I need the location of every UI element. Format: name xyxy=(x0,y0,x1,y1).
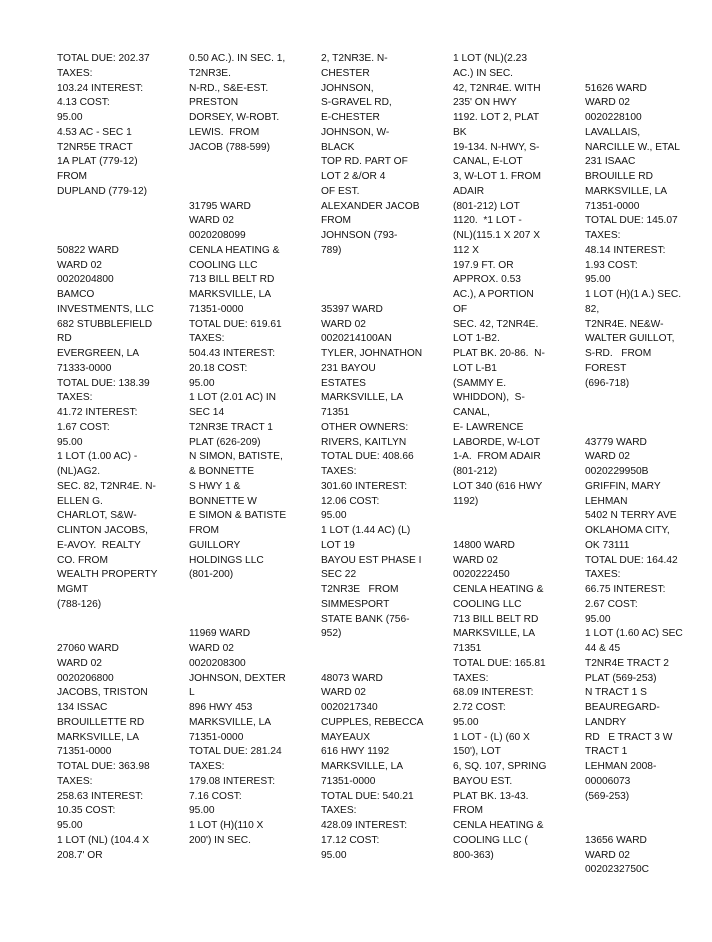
listing-line: 13656 WARD xyxy=(585,834,647,846)
listing-line: TAXES: xyxy=(585,230,621,241)
listing-line: 0020232750C xyxy=(585,864,650,876)
listing-line: 71333-0000 xyxy=(57,362,112,374)
listing-line: 0020204800 xyxy=(57,274,114,286)
listing-line: 1192) xyxy=(453,495,479,507)
listing-line: 19-134. N-HWY, S- xyxy=(453,141,540,153)
listing-column-5 xyxy=(585,52,709,878)
listing-line xyxy=(57,229,181,244)
listing-line: EVERGREEN, LA xyxy=(57,348,140,359)
listing-line: SEC. 82, T2NR4E. N- xyxy=(57,480,156,492)
listing-line: MGMT xyxy=(57,584,89,595)
listing-line: 2.67 COST: xyxy=(585,598,638,610)
listing-line: CANAL, E-LOT xyxy=(453,156,523,168)
listing-line: BAMCO xyxy=(57,289,95,300)
listing-line: WALTER GUILLOT, xyxy=(585,333,675,345)
listing-line: T2NR4E TRACT 2 xyxy=(585,657,669,669)
listing-line: 504.43 INTEREST: xyxy=(189,348,276,359)
listing-line: CENLA HEATING & xyxy=(453,820,544,831)
listing-line: 95.00 xyxy=(189,377,215,389)
listing-line: 1120. *1 LOT - xyxy=(453,215,522,227)
listing-line: TAXES: xyxy=(189,761,225,772)
listing-line: MARKSVILLE, LA xyxy=(585,185,668,197)
listing-line: BAYOU EST. xyxy=(453,775,513,787)
listing-line: 428.09 INTEREST: xyxy=(321,820,408,831)
listing-line: 0020229950B xyxy=(585,466,649,477)
listing-line: CO. FROM xyxy=(57,554,108,566)
listing-line: S-GRAVEL RD, xyxy=(321,97,392,109)
listing-line: BLACK xyxy=(321,141,355,153)
listing-line: TAXES: xyxy=(57,775,93,787)
listing-line: S HWY 1 & xyxy=(189,480,241,492)
listing-line: GUILLORY xyxy=(189,539,241,551)
listing-line: 0.50 AC.). IN SEC. 1, xyxy=(189,53,286,64)
listing-line: MARKSVILLE, LA xyxy=(321,761,404,772)
listing-line: 95.00 xyxy=(321,510,347,522)
listing-line: 150'), LOT xyxy=(453,746,501,758)
listing-line: 616 HWY 1192 xyxy=(321,746,390,758)
listing-line: DUPLAND (779-12) xyxy=(57,185,148,197)
listing-line: 0020206800 xyxy=(57,672,114,684)
listing-line: FROM xyxy=(453,805,483,817)
listing-line: 71351 xyxy=(321,407,350,418)
listing-line: 2, T2NR3E. N- xyxy=(321,53,388,64)
listing-line: LABORDE, W-LOT xyxy=(453,436,540,448)
listing-line: MAYEAUX xyxy=(321,731,371,743)
listing-line: (801-200) xyxy=(189,569,234,581)
listing-line: 17.12 COST: xyxy=(321,834,380,846)
listing-line: WARD 02 xyxy=(453,554,498,566)
listing-line: 95.00 xyxy=(585,274,611,286)
listing-line xyxy=(321,642,445,657)
listing-line: 713 BILL BELT RD xyxy=(189,274,275,286)
listing-line: 43779 WARD xyxy=(585,436,647,448)
listing-line: SEC 22 xyxy=(321,569,357,581)
listing-line xyxy=(57,214,181,229)
listing-line: N-RD., S&E-EST. xyxy=(189,82,269,94)
listing-line: ESTATES xyxy=(321,377,366,389)
listing-line: CHESTER xyxy=(321,67,370,79)
listing-line: 68.09 INTEREST: xyxy=(453,687,534,699)
listing-line: TAXES: xyxy=(585,569,621,581)
listing-line: E-AVOY. REALTY xyxy=(57,539,141,551)
listing-line xyxy=(57,200,181,215)
listing-line: MARKSVILLE, LA xyxy=(57,731,140,743)
listing-line: DORSEY, W-ROBT. xyxy=(189,112,280,123)
listing-line: E-CHESTER xyxy=(321,112,380,123)
listing-line: 95.00 xyxy=(57,436,83,448)
listing-line: LOT 19 xyxy=(321,539,355,551)
listing-line: BROUILLE RD xyxy=(585,171,653,182)
listing-line: WARD 02 xyxy=(585,849,630,861)
listing-line xyxy=(189,613,313,628)
listing-line xyxy=(321,288,445,303)
listing-line: TOTAL DUE: 281.24 xyxy=(189,746,282,758)
listing-line: TOTAL DUE: 363.98 xyxy=(57,761,150,772)
listing-line: (NL)(115.1 X 207 X xyxy=(453,230,541,241)
listing-line: 71351-0000 xyxy=(189,303,244,315)
listing-line: ELLEN G. xyxy=(57,495,103,507)
listing-line: 301.60 INTEREST: xyxy=(321,480,408,492)
listing-line xyxy=(189,583,313,598)
listing-line: APPROX. 0.53 xyxy=(453,274,521,286)
listing-column-2 xyxy=(189,52,313,849)
listing-line xyxy=(189,170,313,185)
listing-line xyxy=(189,598,313,613)
listing-line: MARKSVILLE, LA xyxy=(321,392,404,404)
listing-line: 95.00 xyxy=(57,820,83,831)
listing-line: 1 LOT (1.60 AC) SEC xyxy=(585,628,683,640)
listing-line: 71351-0000 xyxy=(321,775,376,787)
listing-line: LEWIS. FROM xyxy=(189,126,260,138)
listing-line: WARD 02 xyxy=(585,451,630,463)
listing-line: E SIMON & BATISTE xyxy=(189,510,287,522)
listing-line: PRESTON xyxy=(189,97,239,109)
listing-line: OTHER OWNERS: xyxy=(321,421,409,433)
listing-line: 95.00 xyxy=(585,613,611,625)
listing-line: 48.14 INTEREST: xyxy=(585,244,666,256)
listing-line: BONNETTE W xyxy=(189,495,257,507)
listing-line: TYLER, JOHNATHON xyxy=(321,348,423,359)
listing-line: 42, T2NR4E. WITH xyxy=(453,82,541,94)
listing-line: 31795 WARD xyxy=(189,200,251,212)
listing-line: 231 ISAAC xyxy=(585,156,636,168)
listing-line: 231 BAYOU xyxy=(321,362,376,374)
listing-line: 789) xyxy=(321,244,342,256)
listing-line: PLAT (626-209) xyxy=(189,436,261,448)
listing-line: BROUILLETTE RD xyxy=(57,716,145,728)
listing-line xyxy=(189,185,313,200)
listing-line: 00006073 xyxy=(585,775,631,787)
listing-column-3 xyxy=(321,52,445,863)
listing-line: HOLDINGS LLC xyxy=(189,554,264,566)
listing-column-1 xyxy=(57,52,181,863)
listing-column-4 xyxy=(453,52,577,863)
listing-line: (NL)AG2. xyxy=(57,466,101,477)
listing-line: 82, xyxy=(585,303,600,315)
listing-line: & BONNETTE xyxy=(189,466,255,477)
listing-line: 0020217340 xyxy=(321,702,378,713)
listing-line: TOTAL DUE: 202.37 xyxy=(57,53,150,64)
listing-line: 682 STUBBLEFIELD xyxy=(57,318,153,330)
listing-line: ADAIR xyxy=(453,185,485,197)
listing-line: MARKSVILLE, LA xyxy=(453,628,536,640)
listing-line: 0020222450 xyxy=(453,569,510,581)
listing-line: JOHNSON, xyxy=(321,82,374,94)
listing-line: 1192. LOT 2, PLAT xyxy=(453,112,540,123)
listing-line: WARD 02 xyxy=(57,259,102,271)
listing-line: LOT L-B1 xyxy=(453,362,497,374)
listing-line: T2NR3E. xyxy=(189,67,231,79)
listing-line: MARKSVILLE, LA xyxy=(189,289,272,300)
listing-line: CLINTON JACOBS, xyxy=(57,525,148,536)
listing-line: 1 LOT - (L) (60 X xyxy=(453,731,530,743)
listing-line: JOHNSON (793- xyxy=(321,230,398,241)
listing-line: LANDRY xyxy=(585,716,627,728)
listing-line: TOTAL DUE: 619.61 xyxy=(189,318,282,330)
listing-line: TOTAL DUE: 165.81 xyxy=(453,657,546,669)
listing-line: CHARLOT, S&W- xyxy=(57,510,137,522)
listing-line: TAXES: xyxy=(57,67,93,79)
listing-line xyxy=(453,524,577,539)
listing-line: CUPPLES, REBECCA xyxy=(321,716,424,728)
listing-line: T2NR3E TRACT 1 xyxy=(189,421,273,433)
listing-line: 35397 WARD xyxy=(321,303,383,315)
listing-line xyxy=(585,67,709,82)
listing-line: 258.63 INTEREST: xyxy=(57,790,144,802)
listing-line: 6, SQ. 107, SPRING xyxy=(453,761,547,772)
listing-line: CENLA HEATING & xyxy=(189,244,280,256)
listing-line: 197.9 FT. OR xyxy=(453,259,514,271)
listing-line: 235' ON HWY xyxy=(453,97,517,109)
listing-line: TOTAL DUE: 145.07 xyxy=(585,215,678,227)
listing-line: TOTAL DUE: 540.21 xyxy=(321,790,414,802)
listing-line: (696-718) xyxy=(585,377,630,389)
listing-line: (801-212) xyxy=(453,466,498,477)
listing-line xyxy=(321,273,445,288)
listing-line: TOTAL DUE: 138.39 xyxy=(57,377,150,389)
listing-line: 713 BILL BELT RD xyxy=(453,613,539,625)
listing-line xyxy=(585,421,709,436)
listing-line: 1 LOT (H)(110 X xyxy=(189,820,264,831)
listing-line: 71351-0000 xyxy=(189,731,244,743)
listing-line: WARD 02 xyxy=(57,657,102,669)
listing-line: RD E TRACT 3 W xyxy=(585,731,673,743)
listing-line: INVESTMENTS, LLC xyxy=(57,303,154,315)
listing-line xyxy=(585,391,709,406)
listing-line: FROM xyxy=(321,215,351,227)
listing-line xyxy=(321,657,445,672)
listing-line xyxy=(585,804,709,819)
listing-line: 14800 WARD xyxy=(453,539,515,551)
listing-line: 5402 N TERRY AVE xyxy=(585,510,677,522)
listing-line xyxy=(57,613,181,628)
listing-line xyxy=(585,819,709,834)
listing-line: 179.08 INTEREST: xyxy=(189,775,276,787)
listing-line: JOHNSON, W- xyxy=(321,126,390,138)
listing-line: 2.72 COST: xyxy=(453,702,506,713)
listing-line: 896 HWY 453 xyxy=(189,702,253,713)
listing-line xyxy=(585,52,709,67)
listing-line: N TRACT 1 S xyxy=(585,687,647,699)
listing-line: N SIMON, BATISTE, xyxy=(189,451,283,463)
listing-line: 95.00 xyxy=(57,112,83,123)
listing-line: L xyxy=(189,687,195,699)
listing-line: STATE BANK (756- xyxy=(321,613,410,625)
listing-line: 27060 WARD xyxy=(57,643,119,654)
listing-line: 3, W-LOT 1. FROM xyxy=(453,171,541,182)
listing-line: 95.00 xyxy=(321,849,347,861)
listing-line: BAYOU EST PHASE I xyxy=(321,554,422,566)
listing-line: LOT 340 (616 HWY xyxy=(453,480,543,492)
listing-line: 103.24 INTEREST: xyxy=(57,82,144,94)
listing-line: WHIDDON), S- xyxy=(453,392,525,404)
listing-line: CANAL, xyxy=(453,407,490,418)
listing-line: (801-212) LOT xyxy=(453,200,520,212)
listing-line: 0020208099 xyxy=(189,230,246,241)
listing-line: 1 LOT (2.01 AC) IN xyxy=(189,392,277,404)
listing-line: 0020214100AN xyxy=(321,333,392,345)
listing-line: NARCILLE W., ETAL xyxy=(585,141,680,153)
listing-line xyxy=(57,627,181,642)
listing-line: 66.75 INTEREST: xyxy=(585,584,666,595)
listing-line: WARD 02 xyxy=(321,687,366,699)
listing-line: TOP RD. PART OF xyxy=(321,156,408,168)
listing-line: 1A PLAT (779-12) xyxy=(57,156,138,168)
listing-line: 208.7' OR xyxy=(57,849,103,861)
listing-line: 1-A. FROM ADAIR xyxy=(453,451,541,463)
listing-line: 50822 WARD xyxy=(57,244,119,256)
listing-line: T2NR5E TRACT xyxy=(57,141,133,153)
listing-line: 952) xyxy=(321,628,342,640)
listing-line xyxy=(321,259,445,274)
listing-line: 95.00 xyxy=(453,716,479,728)
listing-line: PLAT BK. 20-86. N- xyxy=(453,348,545,359)
listing-line: COOLING LLC xyxy=(189,259,258,271)
listing-line: BEAUREGARD- xyxy=(585,702,660,713)
listing-line: SIMMESPORT xyxy=(321,598,390,610)
listing-line: 1 LOT (H)(1 A.) SEC. xyxy=(585,289,682,300)
listing-line: FROM xyxy=(57,171,87,182)
listing-line: LEHMAN xyxy=(585,495,628,507)
listing-line: RD xyxy=(57,333,72,345)
listing-line: T2NR4E. NE&W- xyxy=(585,318,664,330)
listing-line: TAXES: xyxy=(453,672,489,684)
listing-line: JACOB (788-599) xyxy=(189,141,270,153)
listing-line: TOTAL DUE: 164.42 xyxy=(585,554,678,566)
listing-line: TAXES: xyxy=(57,392,93,404)
listing-line: BK xyxy=(453,126,467,138)
listing-line: PLAT (569-253) xyxy=(585,672,657,684)
listing-line: 71351-0000 xyxy=(57,746,112,758)
listing-line: WARD 02 xyxy=(189,215,234,227)
listing-line: FOREST xyxy=(585,362,627,374)
listing-line: 20.18 COST: xyxy=(189,362,248,374)
listing-line: 200') IN SEC. xyxy=(189,834,251,846)
listing-line: LEHMAN 2008- xyxy=(585,761,657,772)
listing-line: AC.), A PORTION xyxy=(453,289,534,300)
listing-line: 1 LOT (1.44 AC) (L) xyxy=(321,525,411,536)
listing-line: TAXES: xyxy=(321,466,357,477)
listing-line: 134 ISSAC xyxy=(57,702,108,713)
listing-line: WARD 02 xyxy=(585,97,630,109)
listing-line: LOT 1-B2. xyxy=(453,333,500,345)
listing-line: WARD 02 xyxy=(189,643,234,654)
listing-line: TOTAL DUE: 408.66 xyxy=(321,451,414,463)
listing-line: 4.13 COST: xyxy=(57,97,110,109)
listing-line: MARKSVILLE, LA xyxy=(189,716,272,728)
listing-line: OK 73111 xyxy=(585,539,630,551)
listing-line: WARD 02 xyxy=(321,318,366,330)
listing-line: PLAT BK. 13-43. xyxy=(453,790,529,802)
listing-line: COOLING LLC ( xyxy=(453,834,528,846)
listing-line: 7.16 COST: xyxy=(189,790,242,802)
listing-line: E- LAWRENCE xyxy=(453,421,524,433)
listing-line: FROM xyxy=(189,525,219,536)
listing-line: 41.72 INTEREST: xyxy=(57,407,138,418)
listing-line: 0020228100 xyxy=(585,112,642,123)
listing-line: 71351 xyxy=(453,643,482,654)
listing-line: 51626 WARD xyxy=(585,82,647,94)
listing-line: RIVERS, KAITLYN xyxy=(321,436,407,448)
listing-line: TAXES: xyxy=(189,333,225,345)
listing-line: TAXES: xyxy=(321,805,357,817)
listing-line: COOLING LLC xyxy=(453,598,522,610)
listing-line: 112 X xyxy=(453,244,479,256)
listing-line: 10.35 COST: xyxy=(57,805,116,817)
listing-line xyxy=(453,509,577,524)
listing-line: OF xyxy=(453,303,468,315)
listing-line: 71351-0000 xyxy=(585,200,640,212)
listing-line: OF EST. xyxy=(321,185,360,197)
listing-line: 0020208300 xyxy=(189,657,246,669)
listing-line: 1 LOT (NL)(2.23 xyxy=(453,53,527,64)
listing-line: SEC 14 xyxy=(189,407,225,418)
listing-line: WEALTH PROPERTY xyxy=(57,569,158,581)
listing-line: 4.53 AC - SEC 1 xyxy=(57,126,132,138)
listing-line: 11969 WARD xyxy=(189,628,251,640)
listing-line: CENLA HEATING & xyxy=(453,584,544,595)
listing-line: GRIFFIN, MARY xyxy=(585,480,661,492)
listing-line: 1 LOT (1.00 AC) - xyxy=(57,451,138,463)
listing-line: AC.) IN SEC. xyxy=(453,67,514,79)
listing-line: SEC. 42, T2NR4E. xyxy=(453,318,539,330)
listing-line: 12.06 COST: xyxy=(321,495,380,507)
listing-line: OKLAHOMA CITY, xyxy=(585,525,670,536)
listing-line: 48073 WARD xyxy=(321,672,383,684)
listing-line: TRACT 1 xyxy=(585,746,628,758)
listing-line: ALEXANDER JACOB xyxy=(321,200,420,212)
listing-line: T2NR3E FROM xyxy=(321,584,399,595)
listing-line: S-RD. FROM xyxy=(585,348,652,359)
listing-line: LAVALLAIS, xyxy=(585,126,641,138)
listing-line: 1.67 COST: xyxy=(57,421,110,433)
listing-line: 44 & 45 xyxy=(585,643,621,654)
listing-line: (SAMMY E. xyxy=(453,377,507,389)
listing-line: 95.00 xyxy=(189,805,215,817)
listing-line: JACOBS, TRISTON xyxy=(57,687,148,699)
listing-line: (569-253) xyxy=(585,790,630,802)
listing-line: 1 LOT (NL) (104.4 X xyxy=(57,834,150,846)
listing-line: 800-363) xyxy=(453,849,494,861)
listing-line: LOT 2 &/OR 4 xyxy=(321,171,386,182)
listing-line: (788-126) xyxy=(57,598,102,610)
listing-line xyxy=(189,155,313,170)
listing-line xyxy=(585,406,709,421)
listing-line: JOHNSON, DEXTER xyxy=(189,672,286,684)
listing-line: 1.93 COST: xyxy=(585,259,638,271)
